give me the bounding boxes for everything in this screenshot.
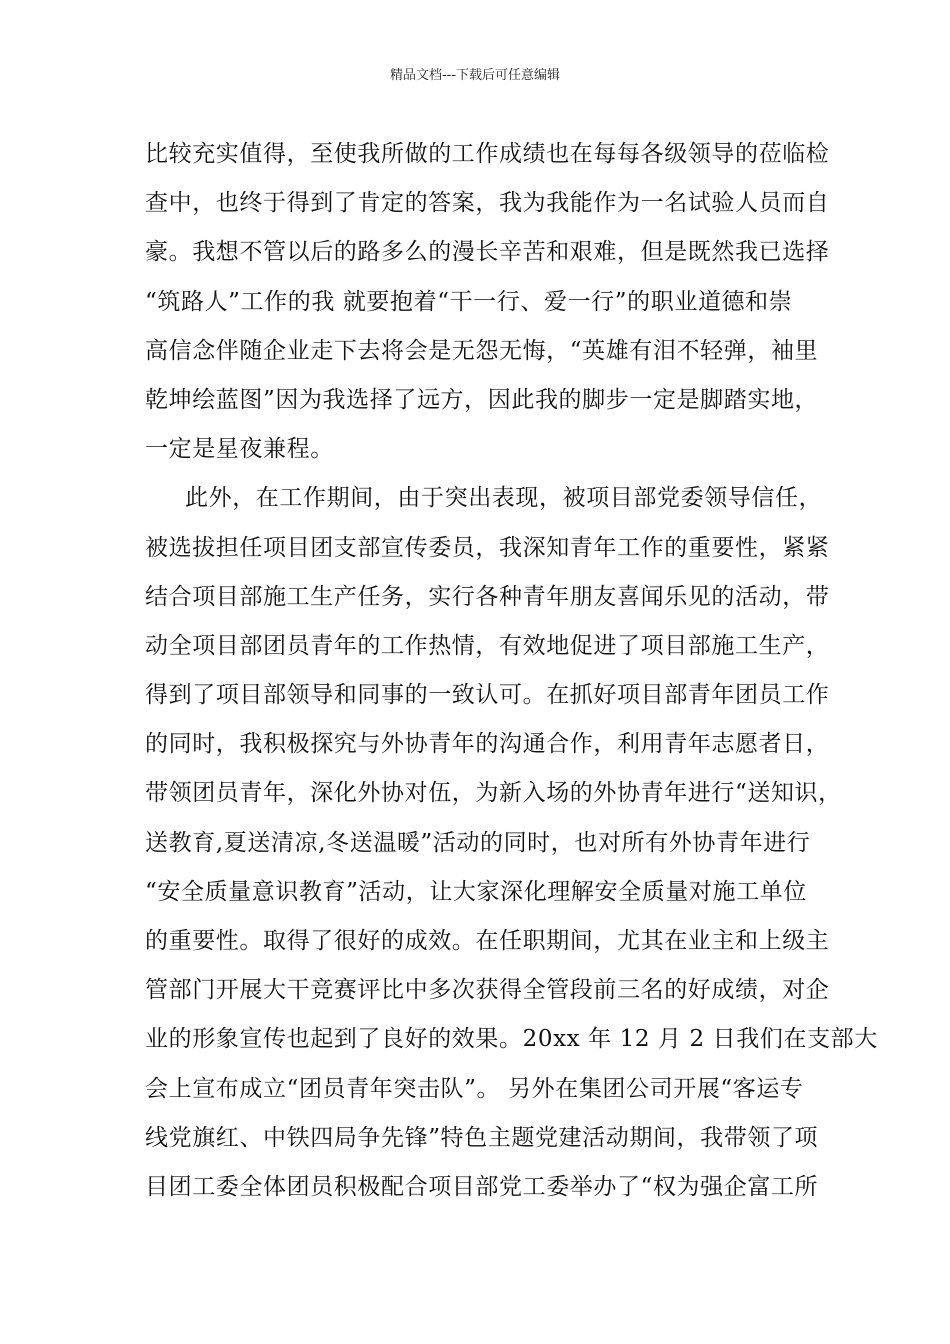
paragraph-line: 带领团员青年，深化外协对伍，为新入场的外协青年进行“送知识， (145, 780, 842, 807)
paragraph-line: 此外，在工作期间，由于突出表现，被项目部党委领导信任， (185, 485, 823, 512)
paragraph-line: 高信念伴随企业走下去将会是无怨无悔，“英雄有泪不轻弹，袖里 (145, 337, 819, 364)
paragraph-line: 送教育,夏送清凉,冬送温暖”活动的同时，也对所有外协青年进行 (145, 829, 811, 856)
paragraph-line: 乾坤绘蓝图”因为我选择了远方，因此我的脚步一定是脚踏实地， (145, 386, 819, 413)
paragraph-line: 的同时，我积极探究与外协青年的沟通合作，利用青年志愿者日， (145, 731, 830, 758)
paragraph-line: 结合项目部施工生产任务，实行各种青年朋友喜闻乐见的活动，带 (145, 583, 830, 610)
paragraph-line: 查中，也终于得到了肯定的答案，我为我能作为一名试验人员而自 (145, 190, 830, 217)
paragraph-line: 被选拔担任项目团支部宣传委员，我深知青年工作的重要性，紧紧 (145, 534, 830, 561)
paragraph-line: 的重要性。取得了很好的成效。在任职期间，尤其在业主和上级主 (145, 928, 830, 954)
paragraph-line: 动全项目部团员青年的工作热情，有效地促进了项目部施工生产， (145, 632, 830, 659)
paragraph-line: “筑路人”工作的我 就要抱着“干一行、爱一行”的职业道德和崇 (145, 288, 793, 315)
paragraph-line: 一定是星夜兼程。 (145, 436, 334, 463)
paragraph-line: 豪。我想不管以后的路多么的漫长辛苦和艰难，但是既然我已选择 (145, 239, 830, 266)
paragraph-line: 线党旗红、中铁四局争先锋”特色主题党建活动期间，我带领了项 (145, 1124, 819, 1151)
paragraph-line: 比较充实值得，至使我所做的工作成绩也在每每各级领导的莅临检 (145, 141, 830, 167)
document-body (145, 130, 878, 1212)
paragraph-line: 管部门开展大干竞赛评比中多次获得全管段前三名的好成绩，对企 (145, 977, 830, 1004)
paragraph-line: “安全质量意识教育”活动，让大家深化理解安全质量对施工单位 (145, 878, 807, 905)
paragraph-line: 业的形象宣传也起到了良好的效果。20xx 年 12 月 2 日我们在支部大 (145, 1026, 878, 1053)
paragraph-line: 目团工委全体团员积极配合项目部党工委举办了“权为强企富工所 (145, 1173, 819, 1200)
page-header: 精品文档---下载后可任意编辑 (389, 68, 561, 83)
paragraph-line: 得到了项目部领导和同事的一致认可。在抓好项目部青年团员工作 (145, 682, 830, 709)
paragraph-line: 会上宣布成立“团员青年突击队”。 另外在集团公司开展“客运专 (145, 1075, 804, 1102)
